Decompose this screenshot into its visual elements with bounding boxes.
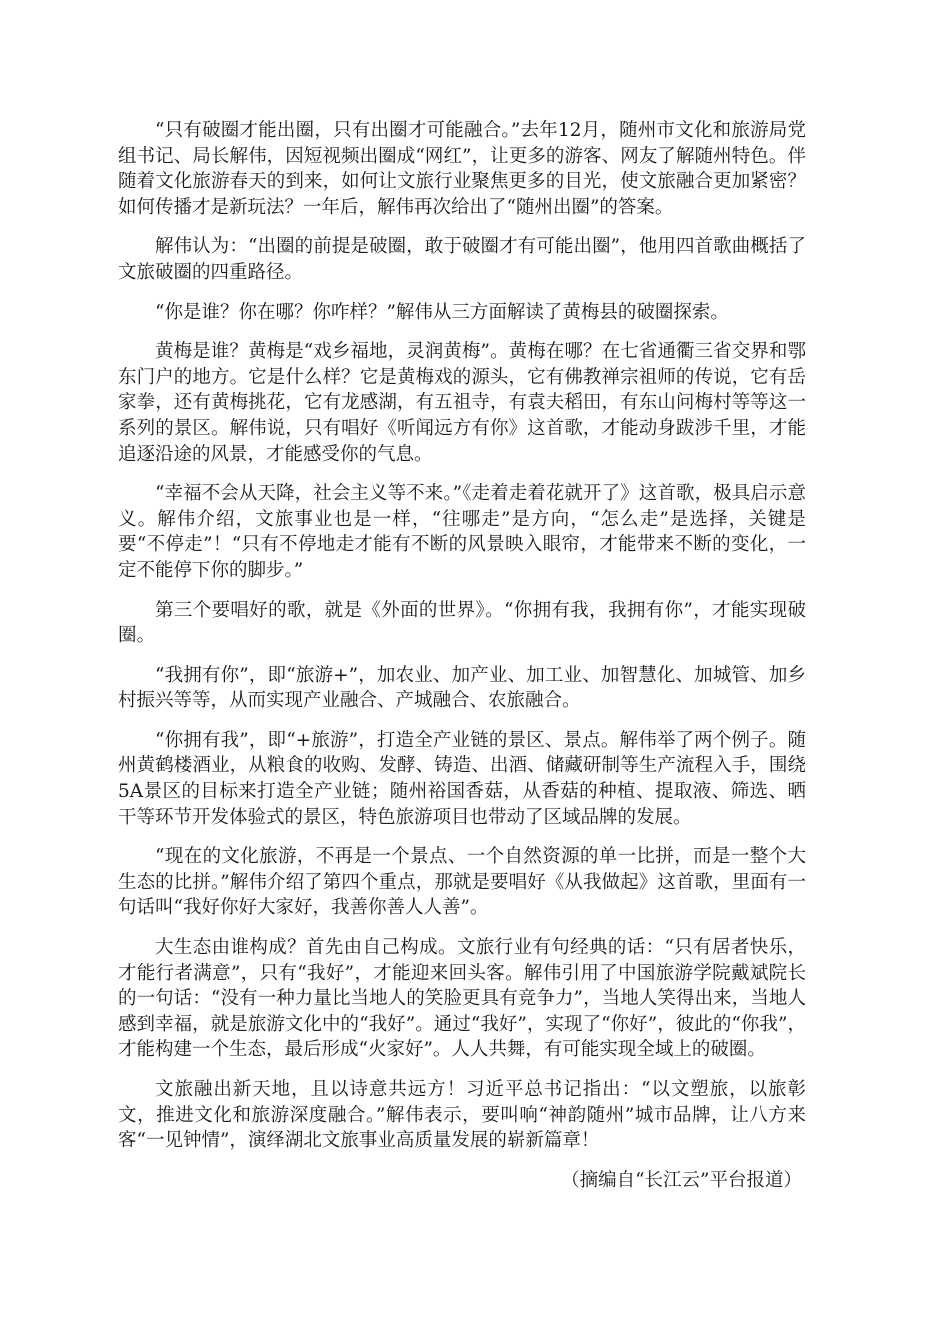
paragraph-6: 第三个要唱好的歌，就是《外面的世界》。“你拥有我，我拥有你”，才能实现破圈。 xyxy=(118,599,806,647)
paragraph-10: 大生态由谁构成？首先由自己构成。文旅行业有句经典的话：“只有居者快乐，才能行者满意”，只有“我好”，才能迎来回头客。解伟引用了中国旅游学院戴斌院长的一句话：“没有一种力量比当地人的笑脸更具有竞争力”，当地人笑得出来，当地人感到幸福，就是旅游文化中的“我好”。通过“我好”，实现了“你好”，彼此的“你我”，才能构建一个生态，最后形成“火家好”。人人共舞，有可能实现全域上的破圈。 xyxy=(118,937,806,1061)
source-attribution: （摘编自“长江云”平台报道） xyxy=(561,1169,802,1191)
paragraph-2: 解伟认为：“出圈的前提是破圈，敢于破圈才有可能出圈”，他用四首歌曲概括了文旅破圈的四重路径。 xyxy=(118,236,806,283)
paragraph-7: “我拥有你”，即“旅游+”，加农业、加产业、加工业、加智慧化、加城管、加乡村振兴等等，从而实现产业融合、产城融合、农旅融合。 xyxy=(118,664,806,712)
paragraph-5: “幸福不会从天降，社会主义等不来。”《走着走着花就开了》这首歌，极具启示意义。解伟介绍，文旅事业也是一样，“往哪走”是方向，“怎么走”是选择，关键是要“不停走”！“只有不停地走才能有不断的风景映入眼帘，才能带来不断的变化，一定不能停下你的脚步。” xyxy=(118,483,806,581)
article xyxy=(118,118,806,1193)
paragraph-1: “只有破圈才能出圈，只有出圈才可能融合。”去年12月，随州市文化和旅游局党组书记、局长解伟，因短视频出圈成“网红”，让更多的游客、网友了解随州特色。伴随着文化旅游春天的到来，如何让文旅行业聚焦更多的目光，使文旅融合更加紧密？如何传播才是新玩法？一年后，解伟再次给出了“随州出圈”的答案。 xyxy=(118,120,806,218)
paragraph-11: 文旅融出新天地，且以诗意共远方！习近平总书记指出：“以文塑旅，以旅彰文，推进文化和旅游深度融合。”解伟表示，要叫响“神韵随州”城市品牌，让八方来客“一见钟情”，演绎湖北文旅事业高质量发展的崭新篇章！ xyxy=(118,1079,806,1152)
paragraph-9: “现在的文化旅游，不再是一个景点、一个自然资源的单一比拼，而是一整个大生态的比拼。”解伟介绍了第四个重点，那就是要唱好《从我做起》这首歌，里面有一句话叫“我好你好大家好，我善你善人人善”。 xyxy=(118,846,806,919)
paragraph-4: 黄梅是谁？黄梅是“戏乡福地，灵润黄梅”。黄梅在哪？在七省通衢三省交界和鄂东门户的地方。它是什么样？它是黄梅戏的源头，它有佛教禅宗祖师的传说，它有岳家拳，还有黄梅挑花，它有龙感湖，有五祖寺，有袁夫稻田，有东山问梅村等等这一系列的景区。解伟说，只有唱好《听闻远方有你》这首歌，才能动身跋涉千里，才能追逐沿途的风景，才能感受你的气息。 xyxy=(118,341,806,465)
paragraph-3: “你是谁？你在哪？你咋样？”解伟从三方面解读了黄梅县的破圈探索。 xyxy=(155,301,729,323)
paragraph-8: “你拥有我”，即“+旅游”，打造全产业链的景区、景点。解伟举了两个例子。随州黄鹤楼酒业，从粮食的收购、发酵、铸造、出酒、储藏研制等生产流程入手，围绕5A景区的目标来打造全产业链；随州裕国香菇，从香菇的种植、提取液、筛选、晒干等环节开发体验式的景区，特色旅游项目也带动了区域品牌的发展。 xyxy=(118,729,806,828)
